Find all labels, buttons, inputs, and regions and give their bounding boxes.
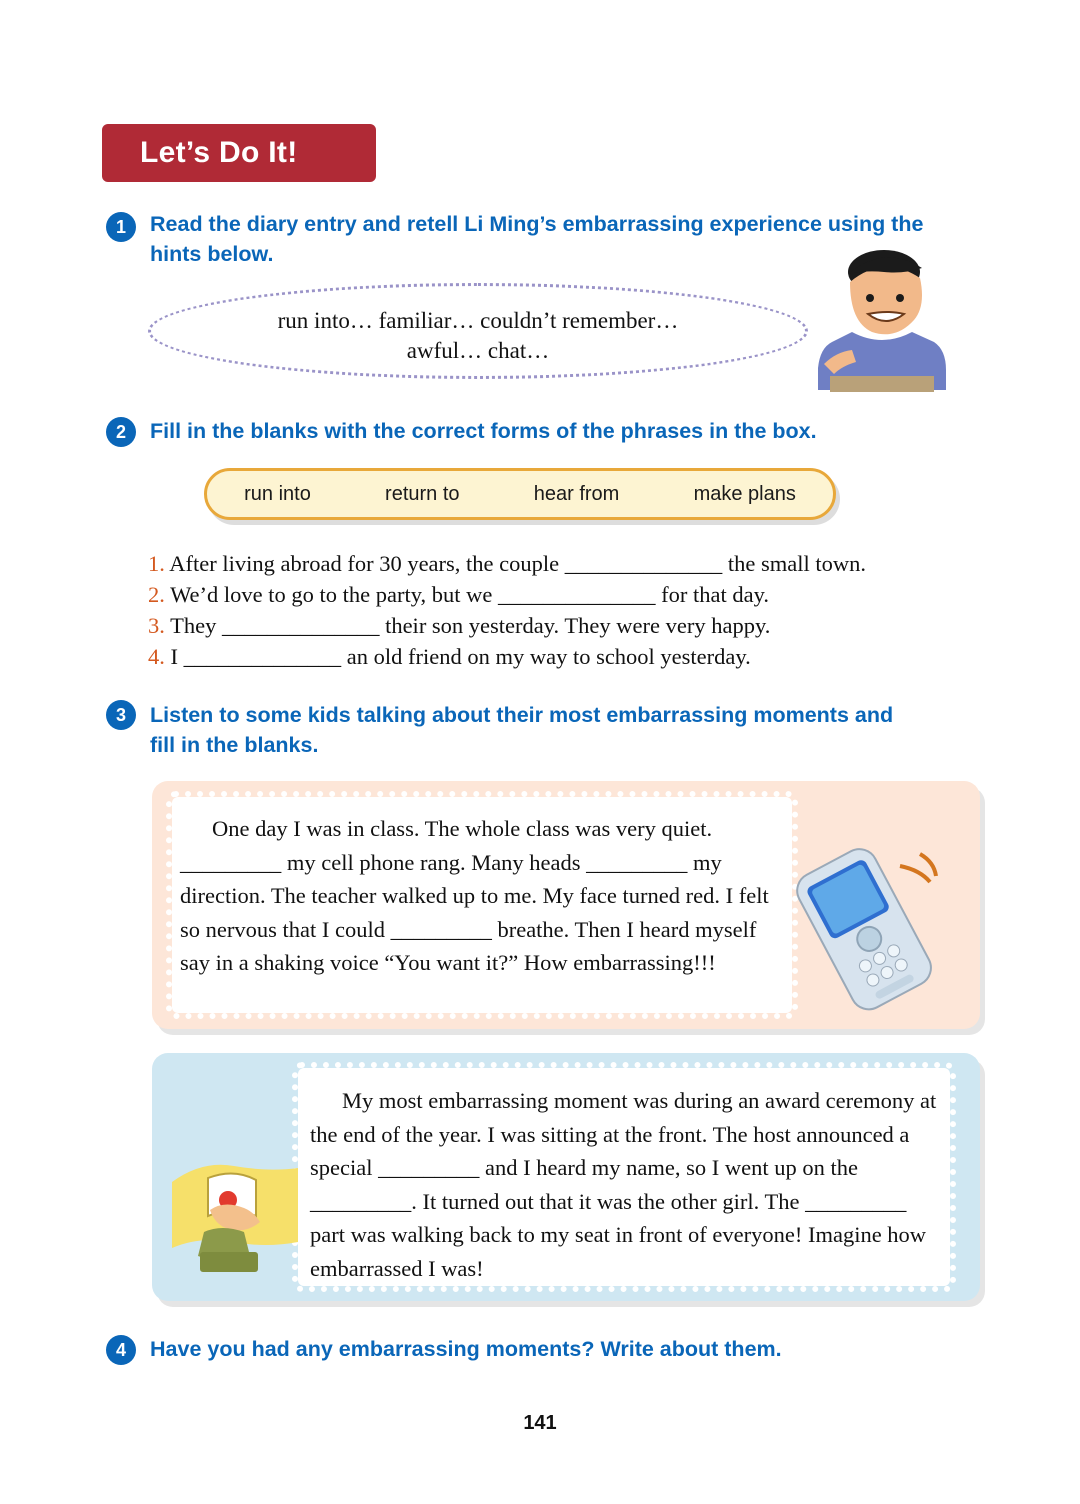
listening-card-2-text: My most embarrassing moment was during an award ceremony at the end of the year. I was sitting at the front. The host announced a special _________ and I heard my name, so I went up on the _________. It turned out that it was the other girl. The _________ part was walking back to my seat in front of everyone! Imagine how embarrassed I was! bbox=[310, 1088, 937, 1281]
question-row bbox=[148, 548, 978, 579]
task-heading-2: Fill in the blanks with the correct forms of the phrases in the box. bbox=[150, 419, 817, 443]
hint-line-1: run into… familiar… couldn’t remember… bbox=[277, 308, 679, 333]
task-number-4: 4 bbox=[106, 1335, 136, 1365]
task-number-2: 2 bbox=[106, 417, 136, 447]
boy-illustration bbox=[800, 248, 960, 393]
task-heading-3: Listen to some kids talking about their most embarrassing moments and fill in the blanks. bbox=[150, 703, 894, 757]
question-number: 4. bbox=[148, 644, 165, 669]
question-row bbox=[148, 641, 978, 672]
question-text: They ______________ their son yesterday. They were very happy. bbox=[170, 613, 771, 638]
question-text: After living abroad for 30 years, the couple ______________ the small town. bbox=[169, 551, 866, 576]
hint-text bbox=[148, 306, 808, 366]
phrase-box bbox=[204, 468, 836, 520]
section-title: Let’s Do It! bbox=[140, 136, 298, 169]
section-banner bbox=[102, 124, 376, 182]
question-text: I ______________ an old friend on my way to school yesterday. bbox=[170, 644, 751, 669]
task-heading-4: Have you had any embarrassing moments? Write about them. bbox=[150, 1337, 782, 1361]
task-heading-1: Read the diary entry and retell Li Ming’s embarrassing experience using the hints below. bbox=[150, 212, 924, 266]
task-number-3: 3 bbox=[106, 700, 136, 730]
phrase-item: return to bbox=[385, 482, 460, 505]
phrase-item: run into bbox=[244, 482, 311, 505]
phrase-item: hear from bbox=[533, 482, 620, 505]
question-number: 2. bbox=[148, 582, 165, 607]
cell-phone-illustration bbox=[770, 836, 960, 1016]
fill-in-questions bbox=[148, 548, 978, 672]
listening-card-1-text: One day I was in class. The whole class was very quiet. _________ my cell phone rang. Many heads _________ my direction. The teacher walked up to me. My face turned red. I felt so nervous that I could _________ breathe. Then I heard myself say in a shaking voice “You want it?” How embarrassing!!! bbox=[180, 816, 769, 975]
hint-line-2: awful… chat… bbox=[406, 338, 550, 363]
page-number: 141 bbox=[523, 1412, 557, 1434]
question-row bbox=[148, 579, 978, 610]
question-number: 1. bbox=[148, 551, 165, 576]
task-number-1: 1 bbox=[106, 212, 136, 242]
question-row bbox=[148, 610, 978, 641]
award-illustration bbox=[166, 1148, 306, 1278]
question-text: We’d love to go to the party, but we ______________ for that day. bbox=[170, 582, 769, 607]
phrase-item: make plans bbox=[693, 482, 796, 505]
question-number: 3. bbox=[148, 613, 165, 638]
